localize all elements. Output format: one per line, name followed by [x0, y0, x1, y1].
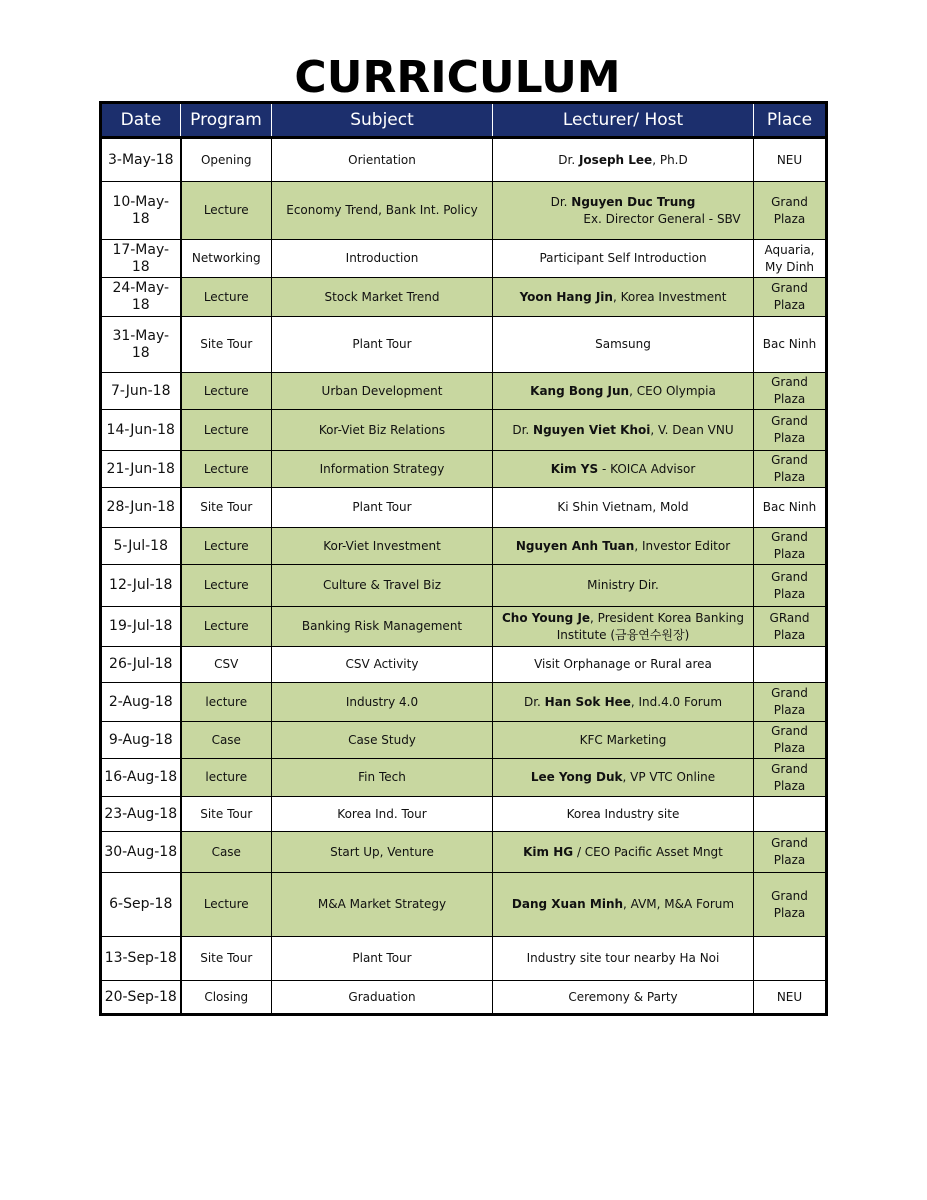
subject-cell: Graduation [272, 981, 493, 1015]
lecturer-prefix: Dr. [523, 694, 545, 709]
program-cell: lecture [181, 683, 272, 722]
date-cell: 24-May-18 [101, 278, 181, 317]
lecturer-cell [493, 832, 754, 873]
lecturer-name: Kim YS [550, 461, 599, 476]
place-cell [754, 832, 827, 873]
place-line-2: Plaza [773, 627, 806, 642]
place-line-2: My Dinh [764, 259, 815, 274]
lecturer-name: Cho Young Je [501, 610, 591, 625]
subject-cell: Industry 4.0 [272, 683, 493, 722]
lecturer-cell: Samsung [493, 317, 754, 373]
place-cell: Bac Ninh [754, 317, 827, 373]
lecturer-cell: Ministry Dir. [493, 565, 754, 607]
column-header-program: Program [181, 103, 272, 138]
date-cell: 6-Sep-18 [101, 873, 181, 937]
program-cell: Lecture [181, 278, 272, 317]
date-cell: 14-Jun-18 [101, 410, 181, 451]
program-cell: Closing [181, 981, 272, 1015]
subject-cell: Information Strategy [272, 451, 493, 488]
lecturer-cell [493, 683, 754, 722]
date-cell: 10-May-18 [101, 182, 181, 240]
lecturer-prefix: Dr. [550, 194, 572, 209]
lecturer-prefix: Dr. [512, 422, 534, 437]
place-cell [754, 647, 827, 683]
column-header-subject: Subject [272, 103, 493, 138]
subject-cell: M&A Market Strategy [272, 873, 493, 937]
place-cell [754, 797, 827, 832]
lecturer-cell [493, 528, 754, 565]
lecturer-suffix: , VP VTC Online [622, 770, 716, 784]
lecturer-cell [493, 410, 754, 451]
lecturer-name: Yoon Hang Jin [519, 289, 613, 304]
place-cell: Bac Ninh [754, 488, 827, 528]
date-cell: 2-Aug-18 [101, 683, 181, 722]
lecturer-suffix: , V. Dean VNU [650, 422, 734, 437]
date-cell: 13-Sep-18 [101, 937, 181, 981]
lecturer-name: Dang Xuan Minh [511, 897, 624, 911]
lecturer-suffix: / CEO Pacific Asset Mngt [573, 844, 723, 859]
subject-cell: Stock Market Trend [272, 278, 493, 317]
place-cell [754, 937, 827, 981]
lecturer-suffix: , Ph.D [652, 152, 688, 167]
subject-cell: Urban Development [272, 373, 493, 410]
lecturer-name: Nguyen Anh Tuan [515, 538, 635, 553]
date-cell: 23-Aug-18 [101, 797, 181, 832]
subject-cell: Kor-Viet Biz Relations [272, 410, 493, 451]
table-row [101, 832, 827, 873]
lecturer-cell: Korea Industry site [493, 797, 754, 832]
lecturer-cell [493, 138, 754, 182]
lecturer-cell [493, 759, 754, 797]
place-cell: Grand Plaza [754, 278, 827, 317]
program-cell: Lecture [181, 182, 272, 240]
program-cell: CSV [181, 647, 272, 683]
lecturer-title: Institute (금융연수원장) [556, 627, 690, 642]
table-row [101, 373, 827, 410]
program-cell: Site Tour [181, 317, 272, 373]
place-line-1: Grand [771, 836, 808, 850]
lecturer-name: Nguyen Viet Khoi [533, 422, 651, 437]
date-cell: 17-May-18 [101, 240, 181, 278]
subject-cell: Plant Tour [272, 488, 493, 528]
subject-cell: Korea Ind. Tour [272, 797, 493, 832]
date-cell: 31-May-18 [101, 317, 181, 373]
subject-cell: Introduction [272, 240, 493, 278]
lecturer-cell [493, 873, 754, 937]
place-cell: Grand Plaza [754, 873, 827, 937]
table-row [101, 240, 827, 278]
column-header-place: Place [754, 103, 827, 138]
subject-cell: Culture & Travel Biz [272, 565, 493, 607]
lecturer-name: Joseph Lee [578, 152, 653, 167]
date-cell: 3-May-18 [101, 138, 181, 182]
place-cell [754, 240, 827, 278]
table-row [101, 647, 827, 683]
subject-cell: Plant Tour [272, 937, 493, 981]
program-cell: Site Tour [181, 797, 272, 832]
table-row [101, 759, 827, 797]
table-row [101, 410, 827, 451]
table-row [101, 873, 827, 937]
table-row [101, 981, 827, 1015]
place-cell: Grand Plaza [754, 373, 827, 410]
place-cell: Grand Plaza [754, 182, 827, 240]
program-cell: Site Tour [181, 488, 272, 528]
table-row [101, 607, 827, 647]
place-cell: Grand Plaza [754, 451, 827, 488]
table-header-row [101, 103, 827, 138]
date-cell: 20-Sep-18 [101, 981, 181, 1015]
lecturer-suffix: - KOICA Advisor [598, 461, 696, 476]
lecturer-suffix: , AVM, M&A Forum [623, 897, 735, 911]
program-cell: Lecture [181, 607, 272, 647]
program-cell: lecture [181, 759, 272, 797]
table-row [101, 488, 827, 528]
date-cell: 21-Jun-18 [101, 451, 181, 488]
lecturer-cell: Participant Self Introduction [493, 240, 754, 278]
lecturer-name: Kang Bong Jun [530, 383, 630, 398]
place-cell: NEU [754, 981, 827, 1015]
lecturer-name: Lee Yong Duk [530, 770, 623, 784]
program-cell: Lecture [181, 451, 272, 488]
subject-cell: Banking Risk Management [272, 607, 493, 647]
place-cell: Grand Plaza [754, 759, 827, 797]
program-cell: Lecture [181, 873, 272, 937]
program-cell: Lecture [181, 528, 272, 565]
date-cell: 19-Jul-18 [101, 607, 181, 647]
program-cell: Case [181, 722, 272, 759]
table-row [101, 797, 827, 832]
lecturer-cell: Ki Shin Vietnam, Mold [493, 488, 754, 528]
subject-cell: Plant Tour [272, 317, 493, 373]
place-line-1: Aquaria, [764, 242, 815, 257]
lecturer-name: Nguyen Duc Trung [571, 194, 696, 209]
place-line-1: Grand [771, 569, 808, 584]
date-cell: 7-Jun-18 [101, 373, 181, 410]
column-header-lecturer: Lecturer/ Host [493, 103, 754, 138]
table-row [101, 138, 827, 182]
subject-cell: Fin Tech [272, 759, 493, 797]
lecturer-cell: Ceremony & Party [493, 981, 754, 1015]
program-cell: Lecture [181, 565, 272, 607]
lecturer-cell [493, 451, 754, 488]
place-line-2: Plaza [773, 586, 806, 601]
lecturer-title: Ex. Director General - SBV [583, 211, 741, 226]
subject-cell: Orientation [272, 138, 493, 182]
lecturer-cell [493, 373, 754, 410]
program-cell: Opening [181, 138, 272, 182]
lecturer-cell [493, 278, 754, 317]
table-row [101, 683, 827, 722]
place-cell: Grand Plaza [754, 410, 827, 451]
subject-cell: Start Up, Venture [272, 832, 493, 873]
place-cell: Grand Plaza [754, 683, 827, 722]
subject-cell: Case Study [272, 722, 493, 759]
curriculum-table [99, 101, 828, 1016]
date-cell: 5-Jul-18 [101, 528, 181, 565]
table-row [101, 278, 827, 317]
table-row [101, 182, 827, 240]
lecturer-suffix: , Investor Editor [634, 538, 731, 553]
table-row [101, 722, 827, 759]
program-cell: Lecture [181, 373, 272, 410]
date-cell: 26-Jul-18 [101, 647, 181, 683]
table-row [101, 528, 827, 565]
date-cell: 12-Jul-18 [101, 565, 181, 607]
place-cell: Grand Plaza [754, 722, 827, 759]
program-cell: Site Tour [181, 937, 272, 981]
lecturer-cell [493, 607, 754, 647]
lecturer-prefix: Dr. [558, 152, 579, 167]
lecturer-name: Kim HG [523, 844, 574, 859]
subject-cell: CSV Activity [272, 647, 493, 683]
table-row [101, 317, 827, 373]
date-cell: 9-Aug-18 [101, 722, 181, 759]
lecturer-suffix: , Korea Investment [612, 289, 727, 304]
date-cell: 30-Aug-18 [101, 832, 181, 873]
column-header-date: Date [101, 103, 181, 138]
lecturer-suffix: , CEO Olympia [629, 383, 716, 398]
table-row [101, 565, 827, 607]
subject-cell: Kor-Viet Investment [272, 528, 493, 565]
place-cell: Grand Plaza [754, 528, 827, 565]
table-row [101, 451, 827, 488]
lecturer-cell: Visit Orphanage or Rural area [493, 647, 754, 683]
lecturer-cell: KFC Marketing [493, 722, 754, 759]
lecturer-suffix: , President Korea Banking [590, 610, 744, 625]
program-cell: Case [181, 832, 272, 873]
subject-cell: Economy Trend, Bank Int. Policy [272, 182, 493, 240]
page-title: CURRICULUM [294, 52, 621, 103]
date-cell: 16-Aug-18 [101, 759, 181, 797]
place-cell [754, 607, 827, 647]
place-line-1: GRand [769, 610, 810, 625]
table-row [101, 937, 827, 981]
lecturer-suffix: , Ind.4.0 Forum [630, 694, 723, 709]
program-cell: Networking [181, 240, 272, 278]
place-line-2: Plaza [773, 853, 806, 867]
date-cell: 28-Jun-18 [101, 488, 181, 528]
program-cell: Lecture [181, 410, 272, 451]
lecturer-name: Han Sok Hee [544, 694, 631, 709]
lecturer-cell [493, 182, 754, 240]
lecturer-cell: Industry site tour nearby Ha Noi [493, 937, 754, 981]
place-cell [754, 565, 827, 607]
place-cell: NEU [754, 138, 827, 182]
